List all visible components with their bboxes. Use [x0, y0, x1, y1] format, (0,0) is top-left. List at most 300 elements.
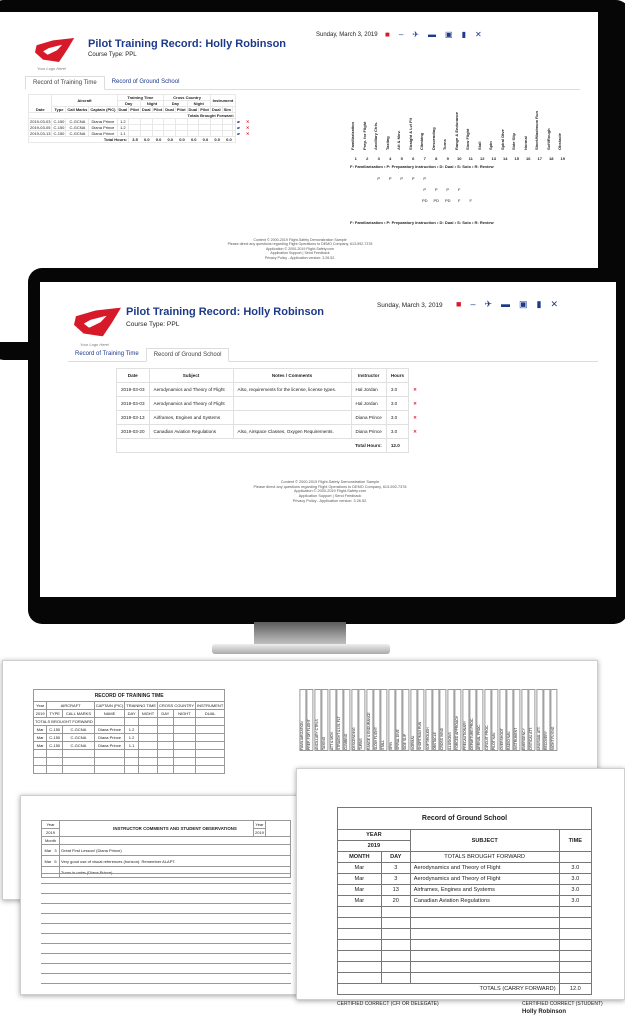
maneuver-column	[465, 94, 477, 161]
blank-line	[41, 974, 291, 984]
maneuver-mark: P	[423, 176, 427, 181]
print-maneuver: PRECAUTIONARY	[462, 689, 469, 751]
empty-cell	[196, 734, 225, 742]
print-icon[interactable]: ▣	[519, 299, 528, 309]
maneuver-label: Turns	[442, 139, 447, 150]
maneuver-number: 5	[400, 156, 403, 161]
col-dual-4: Dual	[188, 107, 198, 112]
toolbar	[385, 31, 482, 39]
print-maneuver: FAMILIARIZATION	[299, 689, 306, 751]
row-day-dual: 1.2	[117, 119, 129, 125]
maneuver-marks-row	[350, 187, 465, 192]
delete-icon[interactable]: ✕	[245, 119, 250, 124]
blank-line	[41, 864, 291, 874]
footer-line: Application Support | Send Feedback	[298, 494, 362, 499]
minus-icon[interactable]: –	[470, 299, 476, 309]
course-type: Course Type: PPL	[88, 52, 137, 58]
maneuver-label: Side Slip	[511, 133, 516, 150]
gs-row-date: 2019-03-03	[117, 383, 150, 397]
col-pilot-1: Pilot	[130, 107, 139, 112]
gs-row-instructor: Hal Jordan	[351, 383, 386, 397]
print-xc-night-header: NIGHT	[173, 710, 195, 718]
print-maneuver: RANGE & ENDURANCE	[366, 689, 373, 751]
gp-month: Mar	[338, 885, 382, 896]
maneuver-legend-bottom: F: Familiarization • P: Preparatory Instruction • D: Dual • S: Solo • R: Review	[350, 220, 494, 225]
row-date: 2019-03-13	[30, 131, 51, 136]
empty-cell	[158, 726, 174, 734]
book-icon[interactable]: ▮	[461, 30, 466, 39]
print-dual: 1.2	[125, 734, 139, 742]
total-hours-label: Total Hours:	[29, 137, 129, 143]
comment-text: Very good use of visual references (horizon). Remember ALAPT.	[60, 856, 291, 867]
maneuver-mark	[373, 187, 385, 192]
footer-line: Application Support | Send Feedback	[270, 251, 330, 256]
gs-row-hours: 3.0	[386, 397, 408, 411]
comment-text: Turns in order (Diana Prince)	[60, 867, 291, 878]
gp-month: Mar	[338, 874, 382, 885]
maneuver-column	[408, 94, 420, 161]
print-maneuver: CROSS WIND	[439, 689, 446, 751]
print-call: C-GCNA	[63, 734, 95, 742]
row-captain: Diana Prince	[89, 119, 117, 125]
maneuver-number: 4	[389, 156, 392, 161]
maneuver-label: Range & Endurance	[453, 111, 459, 150]
print-day-header: DAY	[125, 710, 139, 718]
gp-time: 3.0	[559, 885, 591, 896]
book-icon[interactable]: ▮	[536, 299, 542, 309]
gs-row-hours: 3.0	[386, 411, 408, 425]
ground-print-row	[338, 863, 592, 874]
company-logo	[35, 34, 75, 66]
row-actions	[235, 131, 250, 137]
ground-school-row[interactable]	[117, 383, 423, 397]
maneuver-column	[523, 94, 535, 161]
blank-line	[41, 924, 291, 934]
ground-school-screen	[40, 282, 616, 597]
print-maneuver: SLOW FLIGHT	[373, 689, 380, 751]
maneuver-number: 13	[491, 156, 496, 161]
row-day-dual: 1.2	[117, 125, 129, 131]
comment-row	[42, 845, 291, 856]
gs-col-notes: Notes / Comments	[233, 369, 351, 383]
gp-subject: Canadian Aviation Regulations	[410, 896, 559, 907]
footer-2	[200, 480, 460, 504]
print-maneuver: PREP. FOR FLIGHT	[306, 689, 313, 751]
ground-print-year-label: YEAR	[338, 830, 411, 841]
print-captain-header: CAPTAIN (PIC)	[95, 703, 124, 708]
row-call-marks: C-GCNA	[66, 131, 89, 137]
company-logo-2	[74, 303, 122, 341]
toolbar-2	[456, 300, 558, 309]
col-dual-3: Dual	[165, 107, 174, 112]
row-captain: Diana Prince	[89, 125, 117, 131]
maneuver-mark	[350, 187, 362, 192]
maneuver-column	[396, 94, 408, 161]
gp-day: 20	[381, 896, 410, 907]
logo-caption: Your Logo Here!	[37, 66, 67, 71]
gs-row-subject: Aerodynamics and Theory of Flight	[149, 383, 233, 397]
gs-row-notes: Also, requirements for the license, license types.	[233, 383, 351, 397]
row-type: C-150	[53, 125, 65, 130]
print-training-time-header: TRAINING TIME	[126, 703, 156, 708]
print-name: Diana Prince	[94, 726, 124, 734]
row-date: 2019-03-03	[30, 119, 51, 124]
printed-training-title: RECORD OF TRAINING TIME	[34, 690, 225, 702]
blank-line	[41, 904, 291, 914]
total-cell: 0.0	[214, 137, 220, 142]
gp-day: 3	[381, 874, 410, 885]
ground-school-row[interactable]	[117, 425, 423, 439]
ground-print-certified-delegate: CERTIFIED CORRECT (CFI OR DELEGATE)	[337, 1001, 439, 1007]
maneuver-number: 6	[412, 156, 415, 161]
gs-row-subject: Aerodynamics and Theory of Flight	[149, 397, 233, 411]
col-dual-1: Dual	[118, 107, 128, 112]
print-maneuver: SPIN	[388, 689, 395, 751]
print-maneuver: TURNS	[358, 689, 365, 751]
print-maneuver: STALL	[380, 689, 387, 751]
maneuver-label: Obstacle	[557, 133, 562, 150]
total-cell: 0.0	[202, 137, 209, 142]
maneuver-mark	[362, 198, 374, 203]
print-totals-forward: TOTALS BROUGHT FORWARD	[35, 719, 93, 724]
maneuver-column	[488, 94, 500, 161]
maneuver-column	[362, 94, 374, 161]
print-type: C-150	[47, 734, 63, 742]
comment-icon[interactable]: ▰	[236, 119, 240, 124]
ground-school-row[interactable]	[117, 397, 423, 411]
col-training-time: Training Time	[117, 95, 164, 101]
print-name-header: NAME	[94, 710, 124, 718]
comments-year-label: Year	[42, 821, 60, 829]
print-year-value: 2019	[34, 710, 47, 718]
maneuver-label: Ancillary Ctrls.	[373, 121, 378, 150]
footer-line: Please direct any questions regarding Flight Operations to DEMO Company, 613-592-7378	[253, 484, 407, 489]
comment-day: 3	[54, 847, 57, 853]
ground-print-row	[338, 885, 592, 896]
gp-month: Mar	[338, 863, 382, 874]
print-maneuver: INSTRUMENT	[513, 689, 520, 751]
footer-line: Please direct any questions regarding Flight Operations to DEMO Company, 613-592-7378	[227, 242, 373, 247]
maneuver-mark: PD	[444, 198, 451, 203]
delete-icon[interactable]: ✕	[413, 400, 417, 406]
maneuver-column	[373, 94, 385, 161]
ground-print-certified-student: CERTIFIED CORRECT (STUDENT)	[522, 1001, 603, 1007]
print-maneuver: CRITICAL ATT.	[528, 689, 535, 751]
maneuver-label: Spiral Dive	[499, 129, 505, 150]
gs-col-date: Date	[117, 369, 150, 383]
minus-icon[interactable]: –	[398, 30, 404, 39]
document-icon[interactable]: ▬	[501, 299, 510, 309]
ground-print-row	[338, 874, 592, 885]
gp-day: 13	[381, 885, 410, 896]
print-maneuver: OBSTACLE	[432, 689, 439, 751]
print-maneuver: ATT & MOV.	[329, 689, 336, 751]
comment-text: Great First Lesson! (Diana Prince)	[60, 845, 291, 856]
col-pilot-4: Pilot	[200, 107, 209, 112]
col-date: Date	[29, 95, 52, 113]
gp-time: 3.0	[559, 896, 591, 907]
blank-line	[41, 884, 291, 894]
delete-icon[interactable]: ✕	[413, 414, 417, 420]
page-title: Pilot Training Record: Holly Robinson	[88, 38, 287, 50]
printed-comments-page	[20, 795, 322, 995]
gs-col-hours: Hours	[386, 369, 408, 383]
print-dual-header: DUAL	[196, 710, 225, 718]
gp-time: 3.0	[559, 874, 591, 885]
ground-print-carry-value: 12.0	[559, 984, 591, 995]
maneuver-number: 9	[446, 156, 449, 161]
print-maneuver: SIDE SLIP	[402, 689, 409, 751]
ground-print-year-value: 2019	[338, 841, 411, 852]
blank-line	[41, 934, 291, 944]
maneuver-mark	[362, 176, 374, 181]
gs-total-label: Total Hours:	[117, 439, 387, 453]
maneuver-column	[477, 94, 489, 161]
current-date: Sunday, March 3, 2019	[316, 32, 378, 38]
maneuver-mark	[408, 198, 420, 203]
empty-cell	[138, 742, 157, 750]
maneuver-column	[419, 94, 431, 161]
course-type-2: Course Type: PPL	[126, 321, 180, 328]
gs-row-instructor: Diana Prince	[351, 411, 386, 425]
maneuver-column	[500, 94, 512, 161]
print-maneuver: DESCENDING	[351, 689, 358, 751]
tab-bar	[25, 76, 580, 90]
gs-col-instructor: Instructor	[351, 369, 386, 383]
row-actions	[235, 125, 250, 131]
maneuver-label: Spin	[488, 141, 493, 150]
maneuver-column	[431, 94, 443, 161]
total-cell: 0.0	[144, 137, 150, 142]
maneuver-mark: P	[411, 176, 415, 181]
monitor-base	[212, 644, 390, 654]
maneuver-column	[442, 94, 454, 161]
print-dual: 1.2	[125, 726, 139, 734]
footer-line: Privacy Policy - Application version: 3.26.52.	[292, 498, 368, 503]
maneuver-label: Climbing	[419, 132, 424, 150]
maneuver-column	[546, 94, 558, 161]
comments-year-label-2: Year	[255, 822, 264, 827]
print-type-header: TYPE	[47, 710, 63, 718]
delete-icon[interactable]: ✕	[413, 386, 417, 392]
comments-month-header: Month	[42, 837, 60, 845]
gp-subject: Aerodynamics and Theory of Flight	[410, 874, 559, 885]
monitor-front	[28, 268, 625, 624]
col-xc-day: Day	[164, 101, 187, 107]
delete-icon[interactable]: ✕	[245, 125, 250, 130]
printed-ground-school	[296, 768, 625, 1015]
print-maneuver: OVERSHOOT	[499, 689, 506, 751]
print-aircraft-header: AIRCRAFT	[47, 702, 94, 710]
print-call: C-GCNA	[63, 726, 95, 734]
col-tt-day: Day	[117, 101, 140, 107]
current-date-2: Sunday, March 3, 2019	[377, 302, 443, 309]
row-day-dual: 1.1	[117, 131, 129, 137]
maneuver-number: 15	[514, 156, 519, 161]
ground-print-totals-forward: TOTALS BROUGHT FORWARD	[410, 852, 559, 863]
ground-print-carry-label: TOTALS (CARRY FORWARD)	[338, 984, 560, 995]
comment-date	[42, 845, 60, 856]
tab-ground-school[interactable]: Record of Ground School	[111, 79, 180, 85]
print-xc-day-header: DAY	[158, 710, 174, 718]
print-call-marks-header: CALL MARKS	[63, 710, 95, 718]
empty-cell	[173, 726, 195, 734]
maneuver-mark: PD	[421, 198, 428, 203]
empty-cell	[158, 734, 174, 742]
maneuver-mark: P	[434, 187, 438, 192]
print-month: Mar	[34, 742, 47, 750]
empty-cell	[138, 734, 157, 742]
maneuver-mark: P	[423, 187, 427, 192]
total-cell: 3.5	[132, 137, 138, 142]
maneuver-column	[350, 94, 362, 161]
print-maneuver: SOFT/ROUGH	[425, 689, 432, 751]
maneuver-label: Prep. for Flight	[361, 121, 367, 150]
comment-month: Mar	[44, 847, 52, 853]
row-type: C-150	[53, 119, 65, 124]
gs-row-actions	[409, 383, 423, 397]
comments-year-value-2: 2019	[255, 830, 264, 835]
plane-icon[interactable]: ✈	[412, 30, 419, 39]
print-type: C-150	[47, 742, 63, 750]
comment-icon[interactable]: ▰	[236, 131, 240, 136]
maneuver-mark	[396, 187, 408, 192]
total-cell: 0.0	[190, 137, 197, 142]
maneuver-mark	[408, 187, 420, 192]
ground-print-row	[338, 896, 592, 907]
delete-icon[interactable]: ✕	[245, 131, 250, 136]
briefcase-icon[interactable]: ■	[456, 299, 462, 309]
plane-icon[interactable]: ✈	[484, 299, 492, 309]
maneuver-number: 14	[503, 156, 508, 161]
maneuver-legend: F: Familiarization • P: Preparatory Instruction • D: Dual • S: Solo • R: Review	[350, 164, 494, 169]
gs-row-notes	[233, 397, 351, 411]
col-pilot-3: Pilot	[176, 107, 186, 112]
row-actions	[235, 119, 250, 125]
maneuver-mark: F	[469, 198, 472, 203]
empty-cell	[196, 742, 225, 750]
gs-row-hours: 3.0	[386, 425, 408, 439]
maneuver-label: Soft/Rough	[545, 128, 551, 150]
total-cell: 0.0	[167, 137, 174, 142]
maneuver-marks-row	[350, 198, 477, 203]
gs-row-actions	[409, 425, 423, 439]
maneuver-headers	[350, 94, 569, 161]
print-year-label: Year	[34, 702, 47, 710]
ground-school-row[interactable]	[117, 411, 423, 425]
footer-line: Application © 2000-2019 Flight-Safety.com	[294, 489, 366, 494]
maneuver-number: 2	[366, 156, 369, 161]
row-date: 2019-03-05	[30, 125, 51, 130]
tab-ground-school-2[interactable]: Record of Ground School	[146, 348, 230, 362]
footer	[180, 238, 420, 260]
col-xc-night: Night	[187, 101, 210, 107]
gp-subject: Airframes, Engines and Systems	[410, 885, 559, 896]
maneuver-mark	[373, 198, 385, 203]
print-maneuver: PILOT NAV.	[491, 689, 498, 751]
print-maneuver: RECOVERY	[543, 689, 550, 751]
close-icon[interactable]: ✕	[550, 299, 559, 309]
tab-training-time[interactable]: Record of Training Time	[25, 76, 105, 90]
gs-row-date: 2019-03-03	[117, 397, 150, 411]
gs-row-instructor: Diana Prince	[351, 425, 386, 439]
printed-maneuver-columns	[299, 689, 558, 751]
print-maneuver: ARRIVAL PROC.	[476, 689, 483, 751]
document-icon[interactable]: ▬	[428, 30, 436, 39]
print-maneuver: CIRCUIT PROC.	[484, 689, 491, 751]
gs-row-date: 2019-03-13	[117, 411, 150, 425]
maneuver-number: 16	[526, 156, 531, 161]
comment-day: 5	[54, 858, 57, 864]
maneuver-mark	[362, 187, 374, 192]
footer-line: Content © 2000-2019 Flight-Safety Demonstration Sample	[280, 480, 380, 484]
maneuver-mark	[385, 198, 397, 203]
print-maneuver: SPIRAL DIVE	[395, 689, 402, 751]
tab-training-time-2[interactable]: Record of Training Time	[75, 351, 139, 357]
close-icon[interactable]: ✕	[474, 30, 482, 39]
empty-cell	[196, 726, 225, 734]
printed-row	[34, 742, 225, 750]
print-icon[interactable]: ▣	[445, 30, 453, 39]
print-maneuver: STRAIGHT & LVL FLT	[336, 689, 343, 751]
print-maneuver: DEPARTURE PROC.	[469, 689, 476, 751]
gs-row-notes: Also, Airspace Classes, Oxygen Requirements.	[233, 425, 351, 439]
tab-bar-2	[68, 348, 598, 362]
blank-line	[41, 964, 291, 974]
maneuver-mark	[350, 176, 362, 181]
comment-month: Mar	[44, 858, 52, 864]
ground-print-day-header: DAY	[381, 852, 410, 863]
footer-line: Content © 2000-2019 Flight-Safety Demonstration Sample	[253, 238, 347, 242]
print-maneuver: NORMAL	[410, 689, 417, 751]
maneuver-column	[511, 94, 523, 161]
gs-row-date: 2019-03-20	[117, 425, 150, 439]
footer-line: Privacy Policy - Application version: 3.26.52.	[264, 255, 336, 260]
gs-row-subject: Airframes, Engines and Systems	[149, 411, 233, 425]
comment-icon[interactable]: ▰	[236, 125, 240, 130]
totals-forward: Totals Brought Forward:	[29, 113, 236, 119]
blank-line	[41, 894, 291, 904]
maneuver-column	[385, 94, 397, 161]
print-maneuver: RADIO NAV.	[506, 689, 513, 751]
gs-row-instructor: Hal Jordan	[351, 397, 386, 411]
gp-time: 3.0	[559, 863, 591, 874]
maneuver-mark	[385, 187, 397, 192]
ground-print-title: Record of Ground School	[338, 808, 592, 830]
briefcase-icon[interactable]: ■	[385, 30, 390, 39]
maneuver-mark: P	[446, 187, 450, 192]
row-call-marks: C-GCNA	[66, 125, 89, 131]
col-dual-5: Dual	[211, 107, 221, 112]
col-cross-country: Cross Country	[164, 95, 211, 101]
delete-icon[interactable]: ✕	[413, 428, 417, 434]
maneuver-label: Normal	[522, 136, 528, 150]
total-cell: 0.0	[179, 137, 185, 142]
print-type: C-150	[47, 726, 63, 734]
total-cell: 0.0	[155, 137, 162, 142]
ground-school-table	[116, 368, 423, 453]
maneuver-label: Descending	[430, 127, 436, 150]
maneuver-number: 7	[423, 156, 426, 161]
maneuver-label: Stall	[476, 141, 482, 150]
maneuver-mark: P	[377, 176, 381, 181]
gs-col-subject: Subject	[149, 369, 233, 383]
row-call-marks: C-GCNA	[66, 119, 89, 125]
maneuver-mark	[396, 198, 408, 203]
print-call: C-GCNA	[63, 742, 95, 750]
maneuver-number: 1	[354, 156, 357, 161]
print-cross-country-header: CROSS COUNTRY	[159, 703, 195, 708]
